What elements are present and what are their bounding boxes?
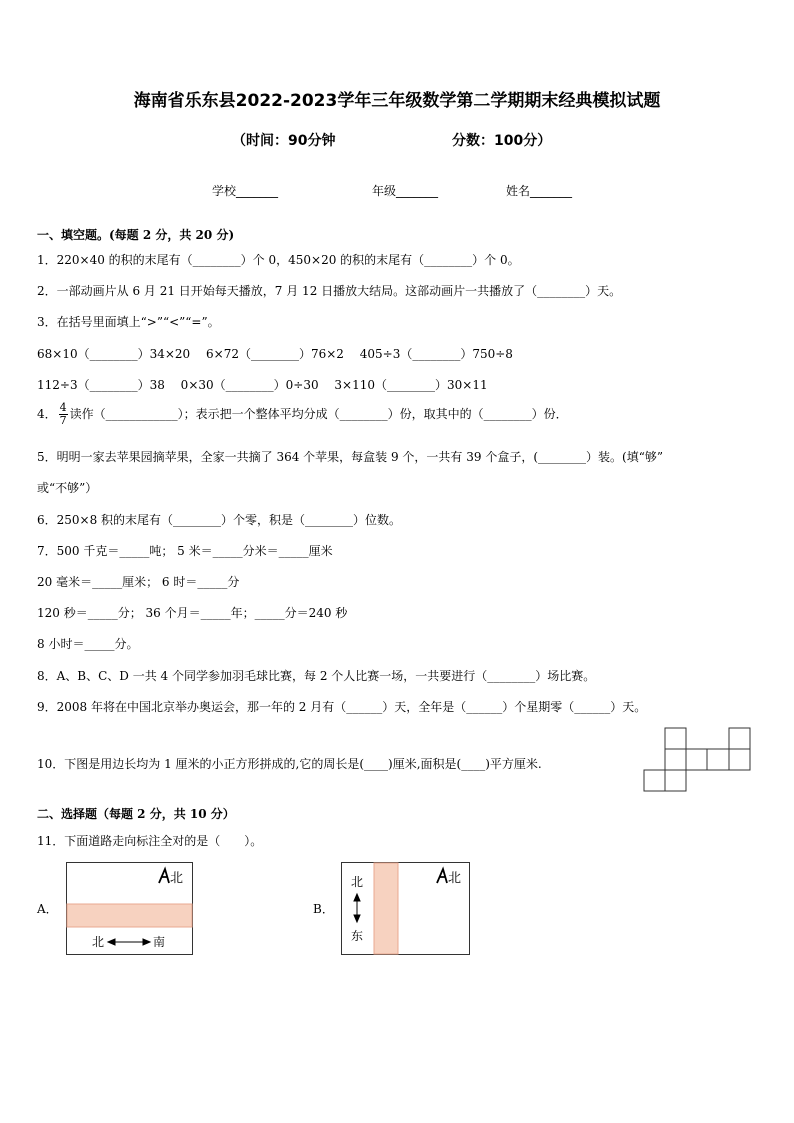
- unit-square: [707, 749, 729, 770]
- fraction: [59, 402, 68, 427]
- north-mark-label: 北: [170, 871, 184, 886]
- question-7-line-3: 120 秒＝_____分； 36 个月＝_____年；_____分＝240 秒: [37, 606, 348, 620]
- road-label-north: 北: [351, 875, 364, 889]
- fraction-denominator: 7: [59, 414, 67, 427]
- unit-square: [644, 770, 665, 791]
- option-a-label[interactable]: A．: [37, 902, 58, 916]
- name-field[interactable]: 姓名_______: [506, 184, 573, 198]
- unit-square: [665, 749, 686, 770]
- question-3-row-a: 68×10（________）34×20 6×72（________）76×2 405÷3（________）750÷8: [37, 347, 513, 361]
- question-7-line-4: 8 小时＝_____分。: [37, 637, 139, 651]
- section-heading-choice: 二、选择题（每题 2 分，共 10 分）: [37, 807, 235, 821]
- question-3-row-b: 112÷3（________）38 0×30（________）0÷30 3×110（________）30×11: [37, 378, 488, 392]
- question-5-line-2: 或“不够”）: [37, 481, 98, 495]
- question-7-line-2: 20 毫米＝_____厘米； 6 时＝_____分: [37, 575, 240, 589]
- question-1: 1．220×40 的积的末尾有（________）个 0，450×20 的积的末尾有（________）个 0。: [37, 253, 520, 267]
- road: [67, 904, 192, 927]
- square-figure: [640, 726, 756, 794]
- unit-square: [665, 770, 686, 791]
- question-8: 8．A、B、C、D 一共 4 个同学参加羽毛球比赛，每 2 个人比赛一场，一共要进行（________）场比赛。: [37, 669, 596, 683]
- unit-square: [729, 749, 750, 770]
- question-11: 11．下面道路走向标注全对的是（ ）。: [37, 834, 263, 848]
- road-label-south: 南: [153, 935, 166, 949]
- north-mark-label: 北: [448, 871, 462, 886]
- question-4-prefix: 4．: [37, 407, 57, 421]
- question-2: 2．一部动画片从 6 月 21 日开始每天播放，7 月 12 日播放大结局。这部动画片一共播放了（________）天。: [37, 284, 622, 298]
- option-a-diagram[interactable]: [66, 862, 194, 956]
- question-5-line-1: 5．明明一家去苹果园摘苹果，全家一共摘了 364 个苹果，每盒装 9 个，一共有 39 个盒子，(________）装。(填“够”: [37, 450, 663, 464]
- question-10: 10．下图是用边长均为 1 厘米的小正方形拼成的,它的周长是(____)厘米,面积是(____)平方厘米.: [37, 757, 542, 771]
- question-4-text: 读作（____________）；表示把一个整体平均分成（________）份，取其中的（________）份．: [69, 407, 568, 421]
- question-6: 6．250×8 积的末尾有（________）个零，积是（________）位数。: [37, 513, 402, 527]
- fraction-numerator: 4: [59, 401, 67, 414]
- unit-square: [665, 728, 686, 749]
- exam-score: 分数：100分）: [452, 133, 552, 149]
- option-b-label[interactable]: B．: [313, 902, 334, 916]
- exam-time: （时间：90分钟: [232, 133, 336, 149]
- section-heading-fill: 一、填空题。(每题 2 分，共 20 分): [37, 228, 235, 242]
- road-label-north: 北: [92, 935, 105, 949]
- unit-square: [686, 749, 707, 770]
- question-7-line-1: 7．500 千克＝_____吨； 5 米＝_____分米＝_____厘米: [37, 544, 333, 558]
- unit-square: [729, 728, 750, 749]
- question-4: [37, 402, 568, 427]
- road-label-east: 东: [351, 929, 364, 943]
- question-3: 3．在括号里面填上“>”“<”“=”。: [37, 315, 220, 329]
- road: [374, 863, 398, 954]
- grade-field[interactable]: 年级_______: [372, 184, 439, 198]
- question-9: 9．2008 年将在中国北京举办奥运会，那一年的 2 月有（______）天，全年是（______）个星期零（______）天。: [37, 700, 647, 714]
- page-title: 海南省乐东县2022-2023学年三年级数学第二学期期末经典模拟试题: [133, 91, 661, 111]
- school-field[interactable]: 学校_______: [212, 184, 279, 198]
- option-b-diagram[interactable]: [341, 862, 471, 956]
